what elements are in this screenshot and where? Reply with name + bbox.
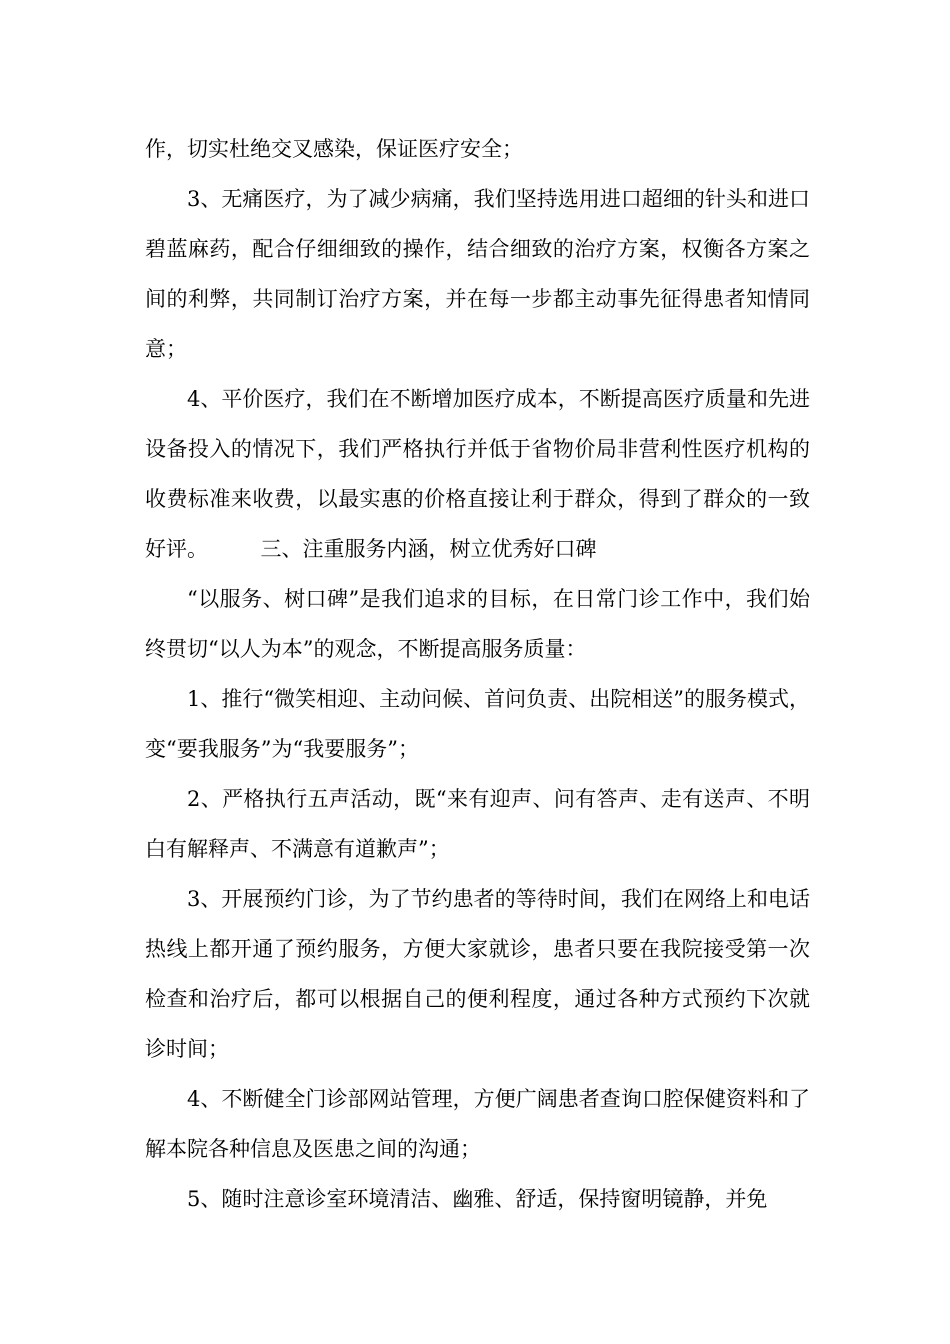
paragraph-painless-care: 3、无痛医疗，为了减少病痛，我们坚持选用进口超细的针头和进口碧蓝麻药，配合仔细细致的操作，结合细致的治疗方案，权衡各方案之间的利弊，共同制订治疗方案，并在每一步都主动事先征得患者知情同意； [145, 187, 810, 361]
document-body [145, 124, 810, 1224]
paragraph-environment: 5、随时注意诊室环境清洁、幽雅、舒适，保持窗明镜静，并免 [187, 1187, 768, 1211]
paragraph-service-model: 1、推行“微笑相迎、主动问候、首问负责、出院相送”的服务模式，变“要我服务”为“我要服务”； [145, 687, 810, 761]
paragraph-website: 4、不断健全门诊部网站管理，方便广阔患者查询口腔保健资料和了解本院各种信息及医患之间的沟通； [145, 1087, 810, 1161]
paragraph-service-goal: “以服务、树口碑”是我们追求的目标，在日常门诊工作中，我们始终贯切“以人为本”的观念，不断提高服务质量： [145, 587, 810, 661]
paragraph-continuation: 作，切实杜绝交叉感染，保证医疗安全； [145, 137, 523, 161]
paragraph-affordable-care: 4、平价医疗，我们在不断增加医疗成本，不断提高医疗质量和先进设备投入的情况下，我们严格执行并低于省物价局非营利性医疗机构的收费标准来收费，以最实惠的价格直接让利于群众，得到了群众的一致好评。 三、注重服务内涵，树立优秀好口碑 [145, 387, 810, 561]
paragraph-appointments: 3、开展预约门诊，为了节约患者的等待时间，我们在网络上和电话热线上都开通了预约服务，方便大家就诊，患者只要在我院接受第一次检查和治疗后，都可以根据自己的便利程度，通过各种方式预约下次就诊时间； [145, 887, 810, 1061]
paragraph-five-voices: 2、严格执行五声活动，既“来有迎声、问有答声、走有送声、不明白有解释声、不满意有道歉声”； [145, 787, 810, 861]
